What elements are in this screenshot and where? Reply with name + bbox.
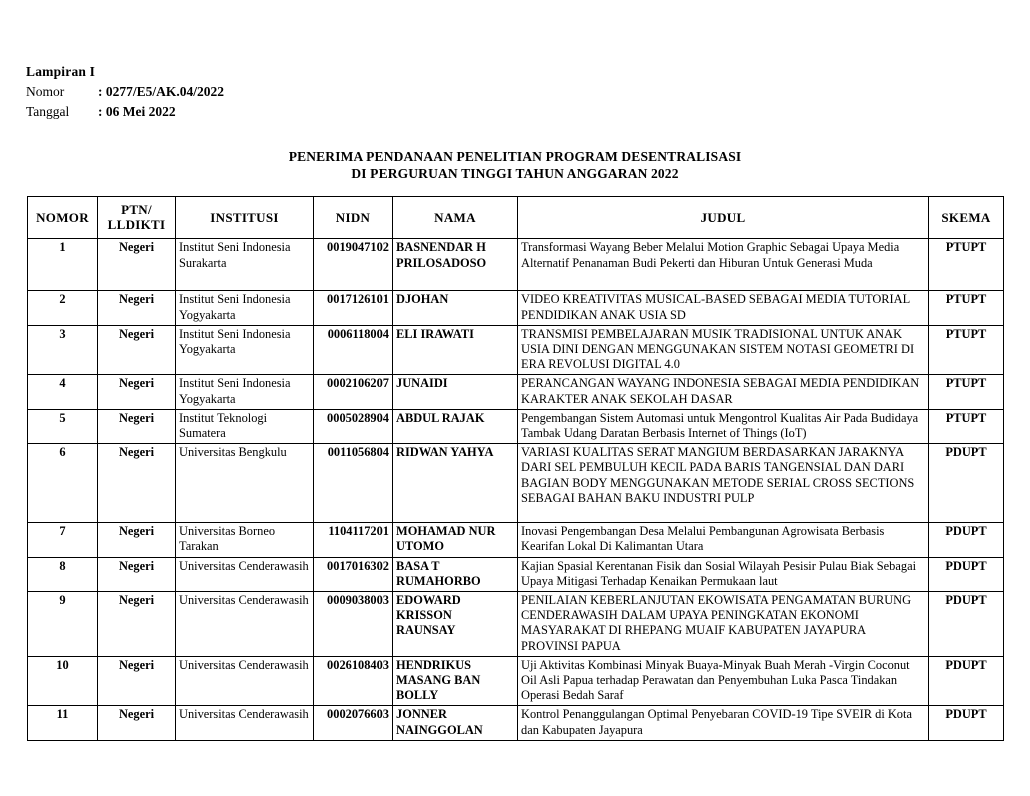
cell-nama: RIDWAN YAHYA bbox=[393, 444, 518, 523]
cell-nama: DJOHAN bbox=[393, 291, 518, 325]
recipients-table bbox=[27, 196, 1004, 741]
letterhead-tanggal-value: : 06 Mei 2022 bbox=[98, 104, 176, 119]
cell-nama: JONNER NAINGGOLAN bbox=[393, 706, 518, 740]
cell-nidn: 0009038003 bbox=[314, 592, 393, 657]
column-header-ptn-line1: PTN/ bbox=[121, 202, 152, 217]
table-row bbox=[28, 656, 1004, 706]
table-row bbox=[28, 291, 1004, 325]
cell-institusi: Universitas Cenderawasih bbox=[176, 706, 314, 740]
column-header-ptn-line2: LLDIKTI bbox=[107, 217, 166, 233]
cell-ptn: Negeri bbox=[98, 325, 176, 375]
letterhead-nomor-value: : 0277/E5/AK.04/2022 bbox=[98, 84, 225, 99]
table-row bbox=[28, 592, 1004, 657]
cell-nama: ELI IRAWATI bbox=[393, 325, 518, 375]
cell-ptn: Negeri bbox=[98, 592, 176, 657]
cell-nomor: 7 bbox=[28, 523, 98, 557]
column-header-nomor: NOMOR bbox=[28, 197, 98, 239]
cell-institusi: Universitas Cenderawasih bbox=[176, 592, 314, 657]
column-header-nama: NAMA bbox=[393, 197, 518, 239]
cell-nomor: 6 bbox=[28, 444, 98, 523]
cell-nidn: 1104117201 bbox=[314, 523, 393, 557]
table-header-row bbox=[28, 197, 1004, 239]
letterhead-tanggal-row bbox=[26, 102, 224, 122]
column-header-institusi: INSTITUSI bbox=[176, 197, 314, 239]
cell-nomor: 4 bbox=[28, 375, 98, 409]
cell-ptn: Negeri bbox=[98, 409, 176, 443]
cell-judul: VIDEO KREATIVITAS MUSICAL-BASED SEBAGAI MEDIA TUTORIAL PENDIDIKAN ANAK USIA SD bbox=[518, 291, 929, 325]
cell-institusi: Universitas Cenderawasih bbox=[176, 656, 314, 706]
column-header-ptn-lldikti bbox=[98, 197, 176, 239]
cell-nidn: 0006118004 bbox=[314, 325, 393, 375]
letterhead-title: Lampiran I bbox=[26, 64, 96, 79]
cell-nidn: 0005028904 bbox=[314, 409, 393, 443]
letterhead-tanggal-label: Tanggal bbox=[26, 104, 70, 119]
cell-skema: PTUPT bbox=[929, 409, 1004, 443]
cell-judul: Inovasi Pengembangan Desa Melalui Pembangunan Agrowisata Berbasis Kearifan Lokal Di Kalimantan Utara bbox=[518, 523, 929, 557]
cell-nomor: 3 bbox=[28, 325, 98, 375]
cell-judul: Transformasi Wayang Beber Melalui Motion Graphic Sebagai Upaya Media Alternatif Penanaman Budi Pekerti dan Hiburan Untuk Generasi Muda bbox=[518, 239, 929, 291]
cell-institusi: Universitas Cenderawasih bbox=[176, 557, 314, 591]
cell-judul: PENILAIAN KEBERLANJUTAN EKOWISATA PENGAMATAN BURUNG CENDERAWASIH DALAM UPAYA PENINGKATAN EKONOMI MASYARAKAT DI RHEPANG MUAIF KABUPATEN JAYAPURA PROVINSI PAPUA bbox=[518, 592, 929, 657]
table-header bbox=[28, 197, 1004, 239]
table-row bbox=[28, 444, 1004, 523]
cell-judul: VARIASI KUALITAS SERAT MANGIUM BERDASARKAN JARAKNYA DARI SEL PEMBULUH KECIL PADA BARIS TANGENSIAL DAN DARI BAGIAN BODY MENGGUNAKAN METODE SERIAL CROSS SECTIONS SEBAGAI BAHAN BAKU INDUSTRI PULP bbox=[518, 444, 929, 523]
cell-judul: Pengembangan Sistem Automasi untuk Mengontrol Kualitas Air Pada Budidaya Tambak Udang Daratan Berbasis Internet of Things (IoT) bbox=[518, 409, 929, 443]
cell-nidn: 0017016302 bbox=[314, 557, 393, 591]
cell-nomor: 5 bbox=[28, 409, 98, 443]
cell-nidn: 0011056804 bbox=[314, 444, 393, 523]
cell-skema: PTUPT bbox=[929, 375, 1004, 409]
cell-ptn: Negeri bbox=[98, 706, 176, 740]
cell-skema: PTUPT bbox=[929, 239, 1004, 291]
table-row bbox=[28, 375, 1004, 409]
cell-nama: BASA T RUMAHORBO bbox=[393, 557, 518, 591]
cell-judul: PERANCANGAN WAYANG INDONESIA SEBAGAI MEDIA PENDIDIKAN KARAKTER ANAK SEKOLAH DASAR bbox=[518, 375, 929, 409]
cell-institusi: Universitas Borneo Tarakan bbox=[176, 523, 314, 557]
cell-institusi: Institut Seni Indonesia Surakarta bbox=[176, 239, 314, 291]
cell-skema: PTUPT bbox=[929, 325, 1004, 375]
cell-ptn: Negeri bbox=[98, 523, 176, 557]
cell-skema: PDUPT bbox=[929, 523, 1004, 557]
cell-ptn: Negeri bbox=[98, 239, 176, 291]
recipients-table-container bbox=[27, 196, 1003, 741]
cell-skema: PDUPT bbox=[929, 592, 1004, 657]
letterhead bbox=[26, 62, 224, 122]
cell-nidn: 0002106207 bbox=[314, 375, 393, 409]
page-title-line1: PENERIMA PENDANAAN PENELITIAN PROGRAM DESENTRALISASI bbox=[288, 149, 742, 164]
cell-skema: PDUPT bbox=[929, 706, 1004, 740]
cell-nama: ABDUL RAJAK bbox=[393, 409, 518, 443]
cell-nama: MOHAMAD NUR UTOMO bbox=[393, 523, 518, 557]
cell-institusi: Institut Seni Indonesia Yogyakarta bbox=[176, 325, 314, 375]
table-row bbox=[28, 706, 1004, 740]
cell-nidn: 0002076603 bbox=[314, 706, 393, 740]
letterhead-nomor-label: Nomor bbox=[26, 84, 65, 99]
cell-skema: PDUPT bbox=[929, 656, 1004, 706]
cell-nomor: 10 bbox=[28, 656, 98, 706]
cell-nomor: 9 bbox=[28, 592, 98, 657]
cell-skema: PTUPT bbox=[929, 291, 1004, 325]
cell-ptn: Negeri bbox=[98, 291, 176, 325]
cell-nomor: 1 bbox=[28, 239, 98, 291]
cell-nidn: 0026108403 bbox=[314, 656, 393, 706]
cell-nama: EDOWARD KRISSON RAUNSAY bbox=[393, 592, 518, 657]
cell-nama: JUNAIDI bbox=[393, 375, 518, 409]
table-row bbox=[28, 409, 1004, 443]
cell-nomor: 8 bbox=[28, 557, 98, 591]
cell-nomor: 11 bbox=[28, 706, 98, 740]
table-row bbox=[28, 557, 1004, 591]
column-header-skema: SKEMA bbox=[929, 197, 1004, 239]
page-title-line2: DI PERGURUAN TINGGI TAHUN ANGGARAN 2022 bbox=[351, 166, 679, 181]
cell-judul: Uji Aktivitas Kombinasi Minyak Buaya-Minyak Buah Merah -Virgin Coconut Oil Asli Papua terhadap Perawatan dan Penyembuhan Luka Pasca Tindakan Operasi Bedah Saraf bbox=[518, 656, 929, 706]
letterhead-nomor-row bbox=[26, 82, 224, 102]
table-row bbox=[28, 239, 1004, 291]
cell-nama: BASNENDAR H PRILOSADOSO bbox=[393, 239, 518, 291]
cell-nidn: 0017126101 bbox=[314, 291, 393, 325]
cell-ptn: Negeri bbox=[98, 444, 176, 523]
cell-judul: Kontrol Penanggulangan Optimal Penyebaran COVID-19 Tipe SVEIR di Kota dan Kabupaten Jayapura bbox=[518, 706, 929, 740]
table-row bbox=[28, 325, 1004, 375]
column-header-judul: JUDUL bbox=[518, 197, 929, 239]
cell-nama: HENDRIKUS MASANG BAN BOLLY bbox=[393, 656, 518, 706]
table-body bbox=[28, 239, 1004, 740]
cell-skema: PDUPT bbox=[929, 557, 1004, 591]
table-row bbox=[28, 523, 1004, 557]
cell-judul: Kajian Spasial Kerentanan Fisik dan Sosial Wilayah Pesisir Pulau Biak Sebagai Upaya Mitigasi Terhadap Kenaikan Permukaan laut bbox=[518, 557, 929, 591]
cell-nomor: 2 bbox=[28, 291, 98, 325]
column-header-nidn: NIDN bbox=[314, 197, 393, 239]
cell-nidn: 0019047102 bbox=[314, 239, 393, 291]
cell-institusi: Institut Seni Indonesia Yogyakarta bbox=[176, 291, 314, 325]
cell-ptn: Negeri bbox=[98, 557, 176, 591]
cell-institusi: Universitas Bengkulu bbox=[176, 444, 314, 523]
cell-ptn: Negeri bbox=[98, 375, 176, 409]
cell-institusi: Institut Teknologi Sumatera bbox=[176, 409, 314, 443]
page-title bbox=[0, 148, 1030, 182]
cell-institusi: Institut Seni Indonesia Yogyakarta bbox=[176, 375, 314, 409]
cell-ptn: Negeri bbox=[98, 656, 176, 706]
cell-skema: PDUPT bbox=[929, 444, 1004, 523]
cell-judul: TRANSMISI PEMBELAJARAN MUSIK TRADISIONAL UNTUK ANAK USIA DINI DENGAN MENGGUNAKAN SISTEM NOTASI GEOMETRI DI ERA REVOLUSI DIGITAL 4.0 bbox=[518, 325, 929, 375]
